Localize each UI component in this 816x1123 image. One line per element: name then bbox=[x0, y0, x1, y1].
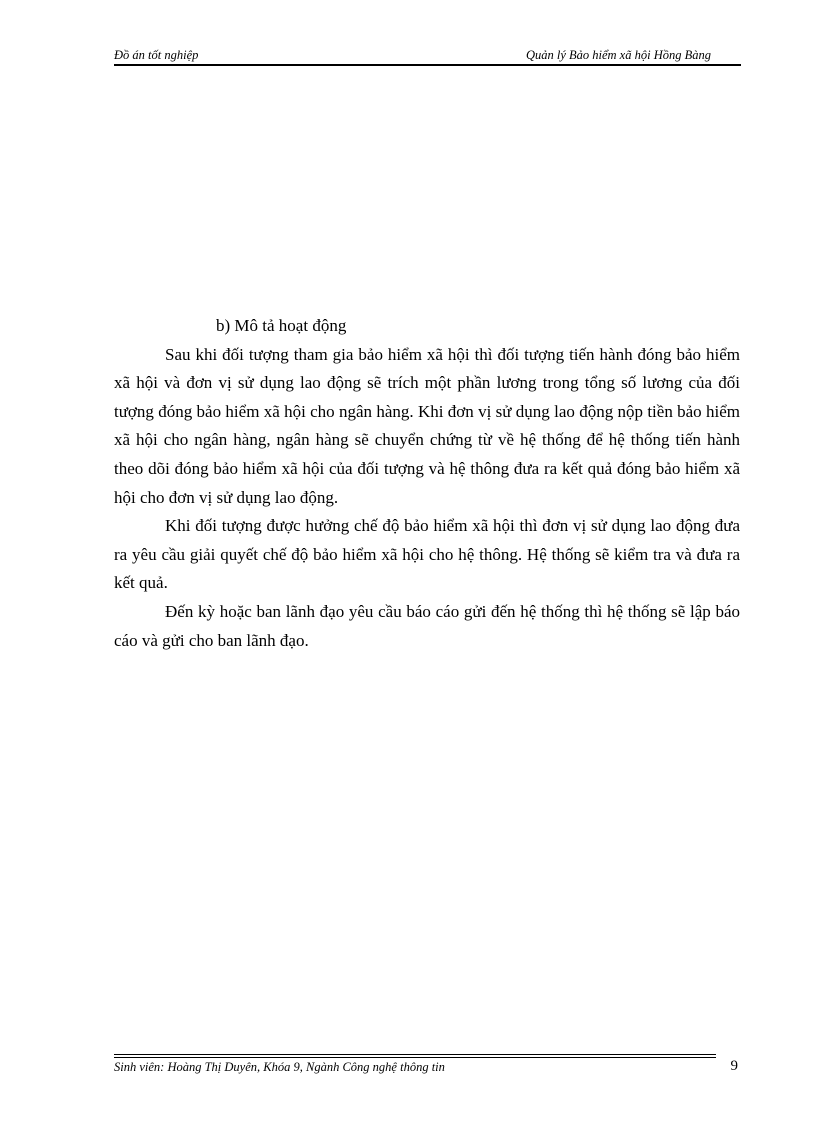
section-heading: b) Mô tả hoạt động bbox=[216, 316, 347, 335]
body-paragraph-2: Khi đối tượng được hưởng chế độ bảo hiểm xã hội thì đơn vị sử dụng lao động đưa ra yêu cầu giải quyết chế độ bảo hiểm xã hội cho hệ thông. Hệ thống sẽ kiểm tra và đưa ra kết quả. bbox=[114, 516, 740, 593]
page-body bbox=[114, 312, 740, 655]
body-paragraph-1: Sau khi đối tượng tham gia bảo hiểm xã hội thì đối tượng tiến hành đóng bảo hiểm xã hội và đơn vị sử dụng lao động sẽ trích một phần lương trong tổng số lương của đối tượng đóng bảo hiểm xã hội cho ngân hàng. Khi đơn vị sử dụng lao động nộp tiền bảo hiểm xã hội cho ngân hàng, ngân hàng sẽ chuyển chứng từ về hệ thống để hệ thống tiến hành theo dõi đóng bảo hiểm xã hội của đối tượng và hệ thông đưa ra kết quả đóng bảo hiểm xã hội cho đơn vị sử dụng lao động. bbox=[114, 344, 740, 507]
footer-student-info: Sinh viên: Hoàng Thị Duyên, Khóa 9, Ngành Công nghệ thông tin bbox=[114, 1060, 445, 1074]
page-number: 9 bbox=[730, 1058, 738, 1074]
header-divider bbox=[114, 64, 741, 66]
body-paragraph-3: Đến kỳ hoặc ban lãnh đạo yêu cầu báo cáo gửi đến hệ thống thì hệ thống sẽ lập báo cáo và gửi cho ban lãnh đạo. bbox=[114, 601, 740, 650]
footer-divider-top bbox=[114, 1054, 716, 1055]
header-document-type: Đồ án tốt nghiệp bbox=[114, 48, 199, 62]
header-document-title: Quản lý Bảo hiểm xã hội Hồng Bàng bbox=[525, 48, 711, 62]
page-footer bbox=[114, 1060, 740, 1078]
footer-divider-bottom bbox=[114, 1057, 716, 1058]
